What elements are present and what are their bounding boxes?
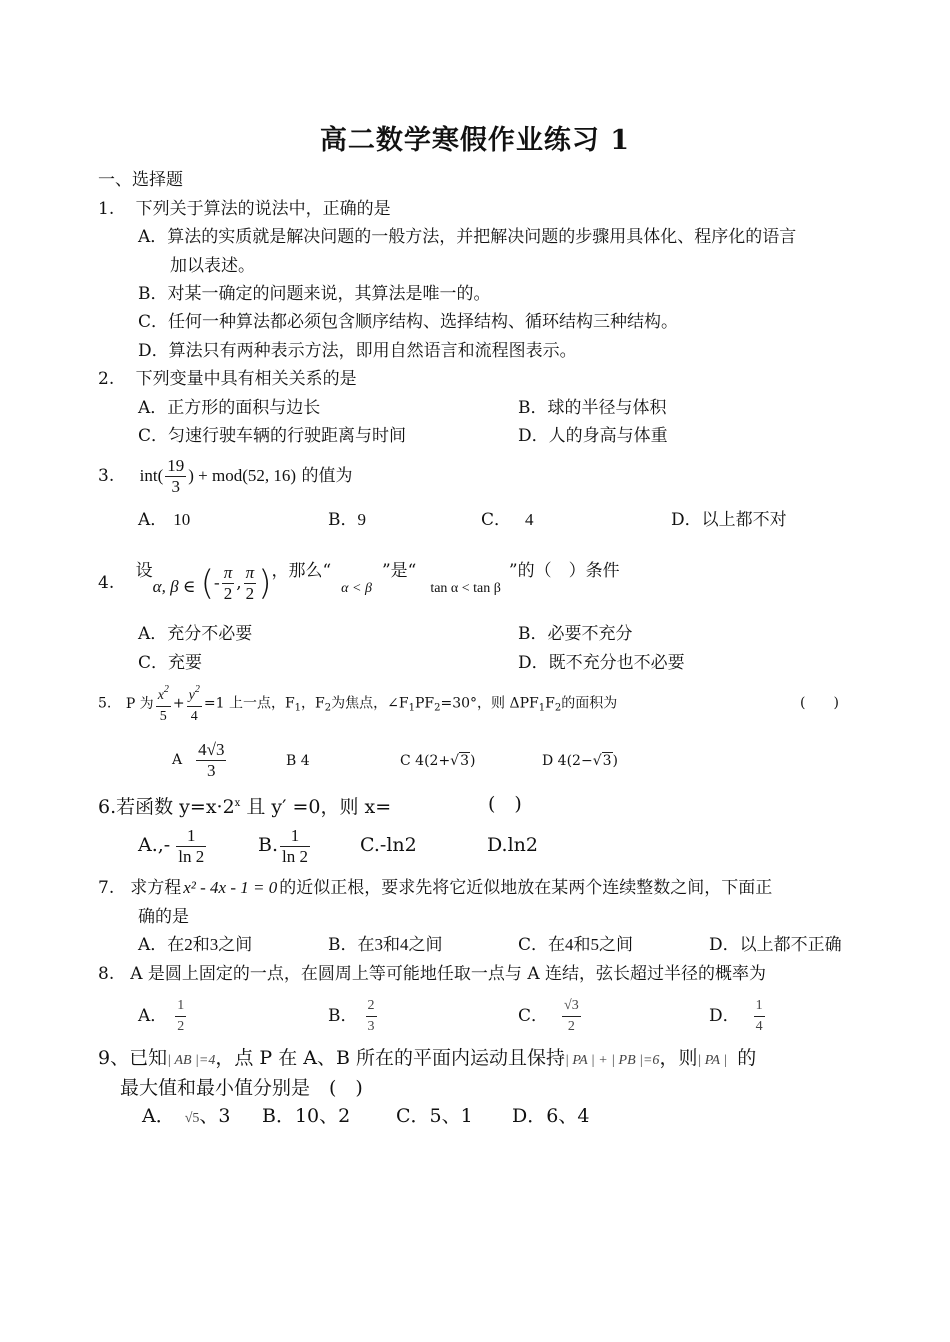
- q5-option-c: [400, 749, 475, 773]
- q6-option-a: [138, 822, 208, 868]
- fraction-x: [156, 680, 171, 727]
- q5-option-b: B 4: [286, 753, 310, 769]
- option-text: 和: [573, 935, 591, 955]
- q7-option-d: D．以上都不正确: [709, 935, 842, 955]
- mod-expr: ) + mod(52, 16): [188, 466, 297, 485]
- numerator: [156, 680, 171, 706]
- q7-option-b: [328, 933, 443, 957]
- option-label: A: [172, 752, 183, 768]
- option-label: A．: [138, 510, 168, 530]
- subscript: 2: [324, 702, 332, 714]
- denominator: 5: [156, 706, 171, 727]
- option-label: C．: [481, 510, 512, 530]
- variables: α, β ∈: [152, 577, 196, 596]
- denominator: 3: [165, 476, 186, 497]
- exponent: 2: [163, 684, 169, 695]
- number: 4: [565, 935, 574, 954]
- option-label: B．: [328, 1006, 358, 1026]
- question-number: 5.: [98, 695, 112, 712]
- fraction: [175, 996, 186, 1037]
- subscript: 2: [434, 702, 441, 714]
- question-1-stem: [98, 197, 391, 221]
- question-text: 为焦点，∠F: [331, 695, 409, 712]
- q8-option-c: [518, 993, 583, 1039]
- expression-pa: | PA |: [697, 1053, 728, 1068]
- number: 4: [400, 935, 409, 954]
- option-value: √5: [184, 1111, 200, 1126]
- option-text: C 4(2+: [400, 753, 451, 769]
- close-paren: ): [258, 563, 272, 604]
- fraction: [176, 826, 206, 867]
- radicand: 3: [602, 753, 612, 769]
- q1-option-a: A．算法的实质就是解决问题的一般方法，并把解决问题的步骤用具体化、程序化的语言: [138, 227, 797, 247]
- question-text: 下列关于算法的说法中，正确的是: [135, 199, 391, 219]
- question-number: 2.: [98, 369, 115, 389]
- question-text: 的: [737, 1047, 757, 1069]
- numerator: π: [223, 563, 233, 582]
- question-text: 的值为: [301, 466, 353, 486]
- question-text: 的近似正根，要求先将它近似地放在某两个连续整数之间，下面正: [279, 878, 773, 898]
- sqrt: √3: [592, 753, 612, 769]
- q2-option-c: C．匀速行驶车辆的行驶距离与时间: [138, 426, 407, 446]
- exponent: 2: [194, 684, 200, 695]
- question-text: 6.若函数 y=x·2: [98, 796, 235, 818]
- option-value: 4: [525, 510, 534, 529]
- q4-option-b: B．必要不充分: [518, 624, 633, 644]
- question-7-stem: [98, 876, 772, 900]
- fraction: [754, 996, 765, 1037]
- fraction: [165, 456, 186, 497]
- q1-option-b: B．对某一确定的问题来说，其算法是唯一的。: [138, 284, 491, 304]
- subscript: 1: [538, 702, 546, 714]
- q8-option-d: [709, 993, 767, 1039]
- denominator: 2: [562, 1016, 581, 1037]
- open-paren: (: [200, 563, 215, 604]
- denominator: 3: [196, 760, 226, 781]
- fraction: [196, 740, 226, 781]
- denominator: 2: [244, 583, 257, 604]
- q3-option-c: [481, 508, 534, 532]
- denominator: 4: [187, 706, 202, 727]
- q6-option-d: D.ln2: [487, 834, 538, 856]
- option-text: 和: [192, 935, 210, 955]
- numerator: 2: [367, 998, 375, 1013]
- q3-option-d: D．以上都不对: [671, 510, 787, 530]
- q3-option-b: [328, 508, 366, 532]
- fraction: [222, 563, 235, 604]
- question-text: 设: [135, 561, 153, 581]
- fraction: [244, 563, 257, 604]
- number: 3: [374, 935, 383, 954]
- option-label: A．: [142, 1105, 175, 1127]
- q1-option-c: C．任何一种算法都必须包含顺序结构、选择结构、循环结构三种结构。: [138, 312, 679, 332]
- fraction: [366, 996, 377, 1037]
- option-text: 和: [383, 935, 400, 955]
- option-text: A．在: [138, 935, 185, 955]
- question-text: ”是“: [381, 561, 417, 581]
- q6-answer-blank: ( ): [488, 793, 522, 815]
- option-text: B．在: [328, 935, 375, 955]
- q4-option-a: A．充分不必要: [138, 624, 253, 644]
- q1-option-d: D．算法只有两种表示方法，即用自然语言和流程图表示。: [138, 341, 577, 361]
- option-text: 、3: [199, 1105, 231, 1127]
- numerator: 1: [290, 825, 300, 845]
- equation: x² - 4x - 1 = 0: [183, 878, 278, 897]
- numerator: √3: [564, 998, 579, 1013]
- q2-option-a: A．正方形的面积与边长: [138, 398, 321, 418]
- q6-option-b: [258, 822, 312, 868]
- denominator: 3: [366, 1016, 377, 1037]
- question-text: 的面积为: [561, 695, 618, 712]
- option-text: 之间: [599, 935, 634, 955]
- question-number: 8.: [98, 964, 115, 984]
- question-text: =30°，则 ΔPF: [440, 695, 539, 712]
- question-3-stem: [98, 453, 352, 499]
- option-text: 之间: [218, 935, 253, 955]
- numerator: [187, 680, 202, 706]
- q8-option-a: [138, 993, 188, 1039]
- sqrt: √3: [450, 753, 470, 769]
- condition-2: tan α < tan β: [430, 581, 501, 596]
- subscript: 1: [294, 702, 302, 714]
- question-7-stem-cont: 确的是: [138, 907, 189, 927]
- question-text: 且 y′ =0，则 x=: [240, 796, 392, 818]
- var-y: y: [188, 688, 195, 703]
- q7-option-a: [138, 933, 252, 957]
- option-text: 之间: [408, 935, 443, 955]
- question-number: 1.: [98, 199, 115, 219]
- numerator: 1: [186, 825, 196, 845]
- denominator: ln 2: [282, 846, 308, 866]
- option-value: 9: [357, 510, 366, 529]
- option-text: ): [612, 753, 618, 769]
- q9-option-b: B．10、2: [262, 1105, 351, 1127]
- option-text: D 4(2−: [542, 753, 593, 769]
- question-text: ，则: [659, 1047, 698, 1069]
- minus-sign: -: [214, 573, 220, 592]
- denominator: 2: [222, 583, 235, 604]
- question-number: 3.: [98, 466, 115, 486]
- numerator: 1: [177, 998, 185, 1013]
- q6-option-c: C.-ln2: [360, 834, 417, 856]
- question-text: PF: [414, 695, 435, 712]
- number: 5: [590, 935, 600, 954]
- q4-option-c: C．充要: [138, 653, 203, 673]
- option-label: D．: [709, 1006, 740, 1026]
- option-label: A．: [138, 1006, 168, 1026]
- question-text: 求方程: [130, 878, 182, 898]
- radicand: 3: [460, 753, 470, 769]
- expression-sum: | PA | + | PB |=6: [564, 1053, 660, 1068]
- q5-option-a: [172, 737, 228, 783]
- subscript: 1: [408, 702, 415, 714]
- denominator: 4: [754, 1016, 765, 1037]
- question-9-stem-cont: 最大值和最小值分别是 ( ): [120, 1077, 363, 1099]
- q9-option-d: D．6、4: [512, 1105, 590, 1127]
- option-text: ): [470, 753, 476, 769]
- question-text: ，点 P 在 A、B 所在的平面内运动且保持: [215, 1047, 565, 1069]
- q9-option-c: C．5、1: [396, 1105, 473, 1127]
- q2-option-d: D．人的身高与体重: [518, 426, 668, 446]
- question-number: 4.: [98, 573, 115, 593]
- option-label: B.: [258, 834, 279, 856]
- question-text: =1 上一点，F: [203, 695, 295, 712]
- numerator: 1: [755, 998, 763, 1013]
- question-text: P 为: [125, 695, 154, 712]
- expression-ab: | AB |=4: [167, 1053, 216, 1068]
- q1-option-a-cont: 加以表述。: [170, 256, 255, 276]
- condition-1: α < β: [341, 581, 372, 596]
- var-x: x: [157, 688, 164, 703]
- section-heading: 一、选择题: [98, 170, 183, 190]
- question-text: ，F: [301, 695, 325, 712]
- q3-option-a: [138, 508, 190, 532]
- q4-option-d: D．既不充分也不必要: [518, 653, 685, 673]
- question-text: ”的（ ）条件: [508, 561, 620, 581]
- number: 3: [209, 935, 219, 954]
- question-text: A 是圆上固定的一点，在圆周上等可能地任取一点与 A 连结，弦长超过半径的概率为: [130, 964, 766, 984]
- option-label: B．: [328, 510, 358, 530]
- number: 2: [184, 935, 193, 954]
- question-5-stem: 5. P 为 $\frac{x^2}{5}$ + $\frac{y^2}{4}$ =1 上一点，$F_1$，$F_2$为焦点，$\angle F_1PF_2=30^\circ$，则 $\Delta PF_1F_2$的面积为: [98, 680, 617, 732]
- fraction-y: [187, 680, 202, 727]
- q5-option-d: [542, 749, 618, 773]
- numerator: 4√3: [198, 739, 225, 759]
- q7-option-c: [518, 933, 633, 957]
- fraction: [280, 826, 310, 867]
- q8-option-b: [328, 993, 379, 1039]
- question-6-stem: [98, 792, 391, 819]
- option-text: C．在: [518, 935, 566, 955]
- question-text: ，那么“: [271, 561, 332, 581]
- denominator: 2: [175, 1016, 186, 1037]
- question-4-stem: 4. 设α, β ∈ (- $\frac{\pi}{2}$ , $\frac{\pi}{2}$ )，那么“$_{\alpha < \beta}$”是“$_{tan \alpha < tan \beta}$”的（ ）条件: [98, 561, 620, 604]
- option-value: 10: [173, 510, 191, 529]
- page-title: 高二数学寒假作业练习 1: [319, 125, 631, 156]
- question-number: 7.: [98, 878, 115, 898]
- q9-option-a: [142, 1104, 231, 1131]
- option-label: C．: [518, 1006, 549, 1026]
- question-text: 下列变量中具有相关关系的是: [135, 369, 357, 389]
- subscript: 2: [554, 702, 562, 714]
- int-func: int(: [139, 466, 164, 485]
- fraction: [562, 996, 581, 1037]
- numerator: 19: [167, 456, 185, 475]
- exponent: x: [234, 798, 241, 809]
- denominator: ln 2: [178, 846, 205, 866]
- numerator: π: [245, 563, 255, 582]
- question-9-stem: [98, 1046, 756, 1073]
- question-8-stem: [98, 962, 766, 986]
- q5-answer-blank: ( ): [800, 695, 839, 711]
- q2-option-b: B．球的半径与体积: [518, 398, 667, 418]
- question-text: 9、已知: [98, 1047, 168, 1069]
- question-2-stem: [98, 367, 357, 391]
- option-label: A.,-: [138, 834, 171, 856]
